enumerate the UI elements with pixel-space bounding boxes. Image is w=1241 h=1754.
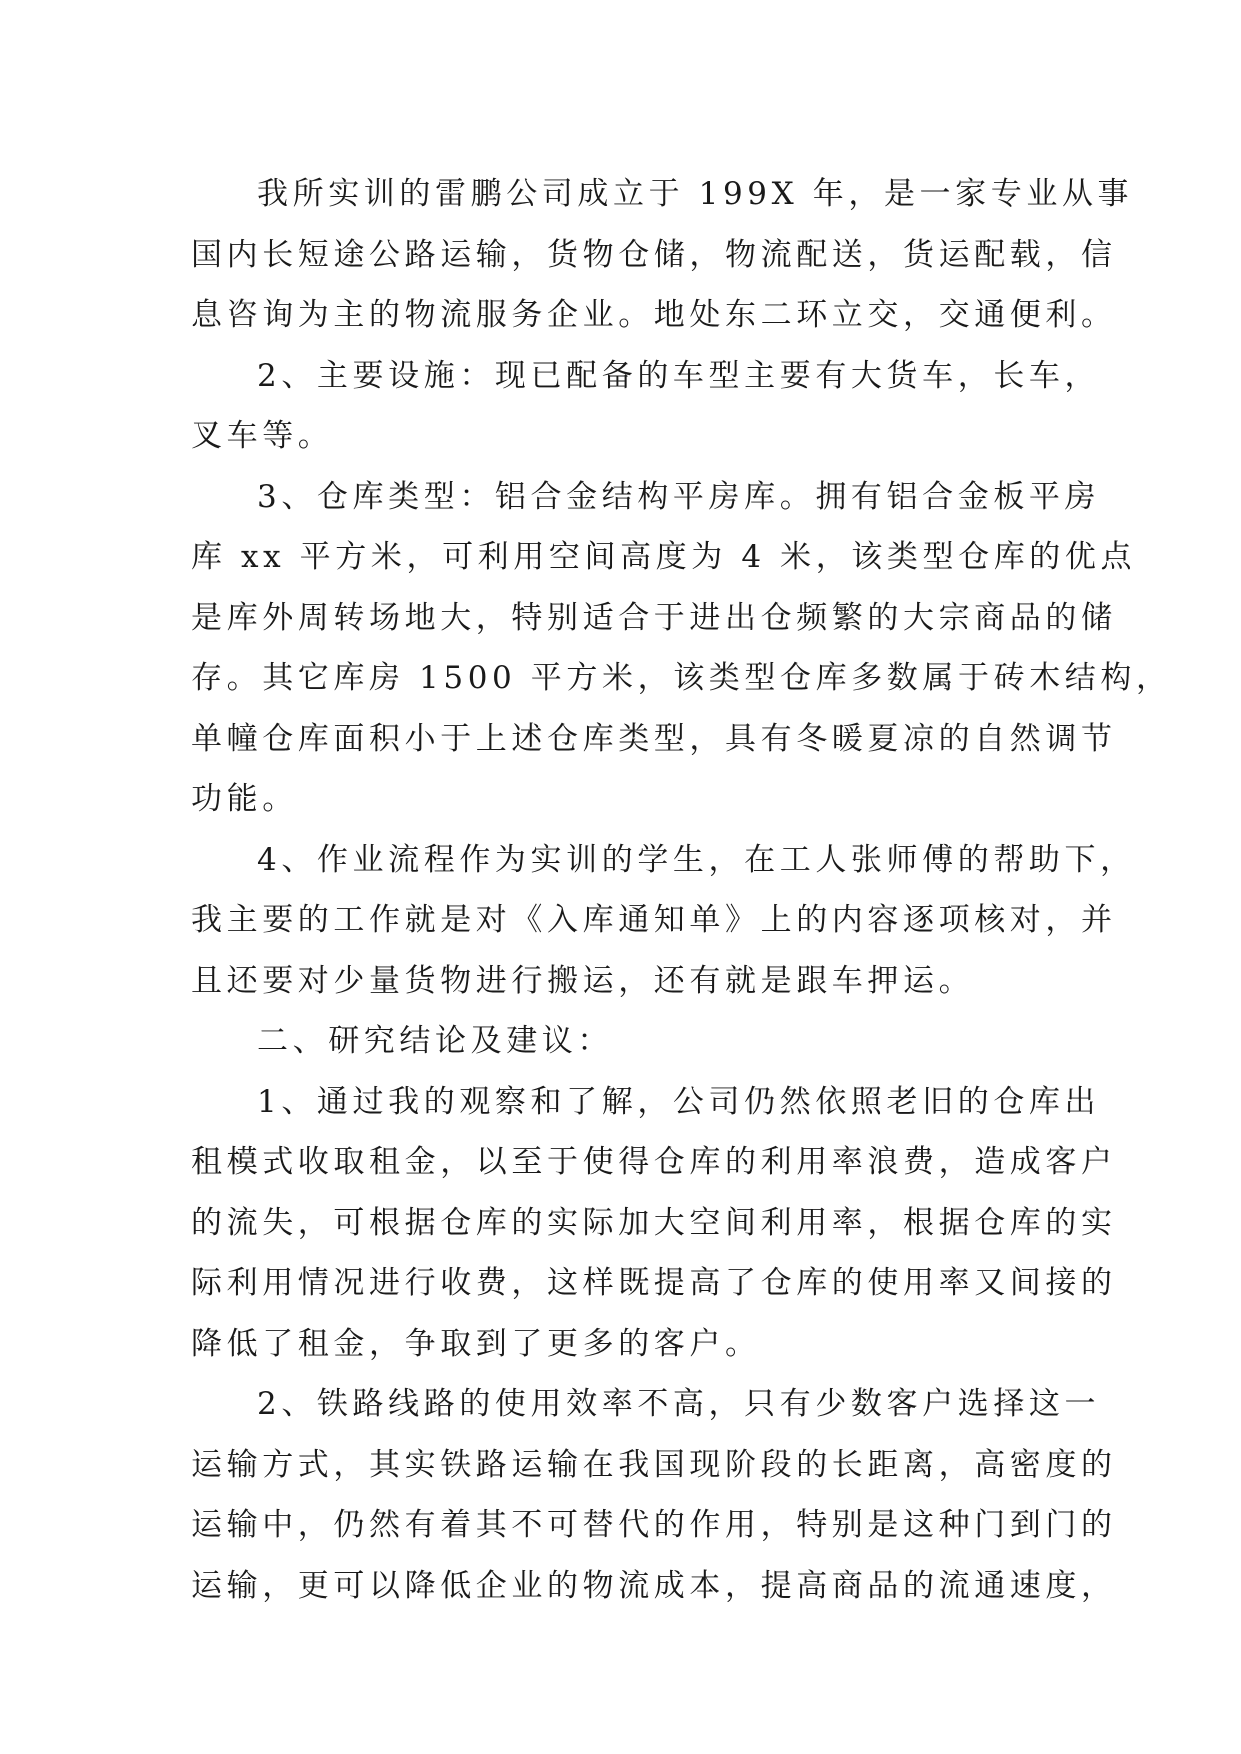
text-line: 运输，更可以降低企业的物流成本，提高商品的流通速度， (191, 1567, 1117, 1604)
text-line: 租模式收取租金，以至于使得仓库的利用率浪费，造成客户 (191, 1144, 1117, 1180)
text-line: 4、作业流程作为实训的学生，在工人张师傅的帮助下， (257, 841, 1136, 878)
text-line: 2、铁路线路的使用效率不高，只有少数客户选择这一 (257, 1386, 1101, 1422)
text-line: 我所实训的雷鹏公司成立于 199X 年，是一家专业从事 (257, 176, 1134, 212)
text-line: 叉车等。 (191, 418, 334, 454)
document-body (191, 164, 1172, 1616)
text-line: 的流失，可根据仓库的实际加大空间利用率，根据仓库的实 (191, 1204, 1117, 1241)
text-line: 库 xx 平方米，可利用空间高度为 4 米，该类型仓库的优点 (191, 539, 1137, 575)
text-line: 我主要的工作就是对《入库通知单》上的内容逐项核对，并 (191, 902, 1117, 938)
text-line: 1、通过我的观察和了解，公司仍然依照老旧的仓库出 (257, 1083, 1101, 1120)
text-line: 国内长短途公路运输，货物仓储，物流配送，货运配载，信 (191, 236, 1117, 273)
text-line: 3、仓库类型：铝合金结构平房库。拥有铝合金板平房 (257, 478, 1101, 515)
text-line: 是库外周转场地大，特别适合于进出仓频繁的大宗商品的储 (191, 599, 1117, 636)
text-line: 际利用情况进行收费，这样既提高了仓库的使用率又间接的 (191, 1265, 1117, 1301)
section-heading: 二、研究结论及建议： (257, 1023, 613, 1059)
text-line: 单幢仓库面积小于上述仓库类型，具有冬暖夏凉的自然调节 (191, 720, 1117, 757)
text-line: 息咨询为主的物流服务企业。地处东二环立交，交通便利。 (191, 297, 1117, 333)
text-line: 2、主要设施：现已配备的车型主要有大货车，长车， (257, 357, 1101, 394)
text-line: 降低了租金，争取到了更多的客户。 (191, 1325, 761, 1362)
text-line: 存。其它库房 1500 平方米，该类型仓库多数属于砖木结构， (191, 660, 1172, 696)
text-line: 运输中，仍然有着其不可替代的作用，特别是这种门到门的 (191, 1507, 1117, 1543)
text-line: 且还要对少量货物进行搬运，还有就是跟车押运。 (191, 962, 975, 999)
text-line: 运输方式，其实铁路运输在我国现阶段的长距离，高密度的 (191, 1446, 1117, 1483)
text-line: 功能。 (191, 781, 298, 817)
